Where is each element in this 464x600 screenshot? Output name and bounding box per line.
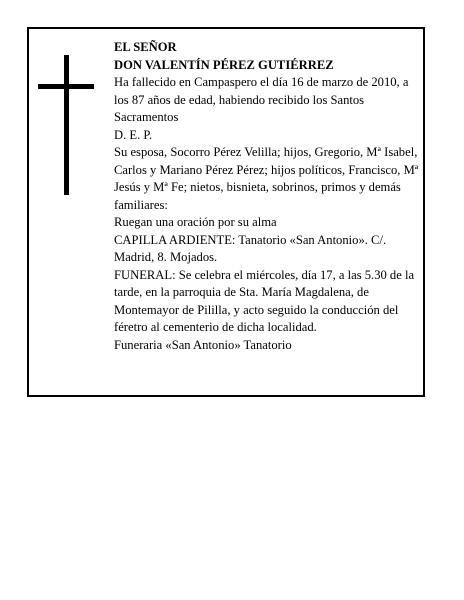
funeral-info: FUNERAL: Se celebra el miércoles, día 17, a las 5.30 de la tarde, en la parroquia de Sta. María Magdalena, de Montemayor de Pililla, y acto seguido la conducción del féretro al cementerio de dicha localidad. (114, 267, 415, 334)
cross-icon-crossbar (38, 84, 94, 89)
obituary-text-block (114, 39, 422, 354)
notice-title: EL SEÑOR (114, 40, 177, 54)
funeral-home: Funeraria «San Antonio» Tanatorio (114, 337, 292, 352)
rip-abbreviation: D. E. P. (114, 127, 153, 142)
cross-icon (64, 55, 69, 195)
deceased-name: DON VALENTÍN PÉREZ GUTIÉRREZ (114, 57, 334, 72)
chapel-info: CAPILLA ARDIENTE: Tanatorio «San Antonio». C/. Madrid, 8. Mojados. (114, 232, 387, 264)
prayer-request: Ruegan una oración por su alma (114, 215, 277, 229)
family-list: Su esposa, Socorro Pérez Velilla; hijos, Gregorio, Mª Isabel, Carlos y Mariano Pérez Pérez; hijos políticos, Francisco, Mª Jesús y Mª Fe; nietos, bisnieta, sobrinos, primos y demás familiares: (114, 145, 419, 212)
death-announcement: Ha fallecido en Campaspero el día 16 de marzo de 2010, a los 87 años de edad, habiendo recibido los Santos Sacramentos (114, 75, 409, 124)
